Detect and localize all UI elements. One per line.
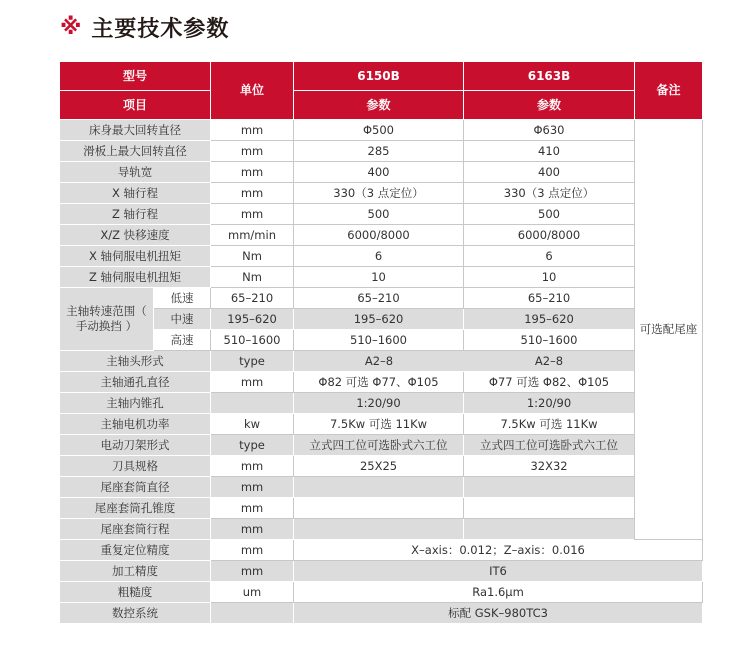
row-unit xyxy=(211,603,294,624)
row-unit: type xyxy=(211,435,294,456)
row-value-a: 285 xyxy=(294,141,464,162)
row-item: 导轨宽 xyxy=(60,162,211,183)
table-row xyxy=(60,456,703,477)
row-item: 床身最大回转直径 xyxy=(60,120,211,141)
header-row-item xyxy=(60,91,703,120)
table-row xyxy=(60,225,703,246)
row-value-a: Φ82 可选 Φ77、Φ105 xyxy=(294,372,464,393)
table-row-spindle-low xyxy=(60,288,703,309)
table-row xyxy=(60,204,703,225)
table-row xyxy=(60,414,703,435)
row-item: Z 轴行程 xyxy=(60,204,211,225)
row-value-b: 330（3 点定位） xyxy=(464,183,635,204)
table-row xyxy=(60,561,703,582)
row-value-b: 6000/8000 xyxy=(464,225,635,246)
header-row-model xyxy=(60,62,703,91)
row-unit: mm xyxy=(211,561,294,582)
table-row xyxy=(60,372,703,393)
row-value-b: 32X32 xyxy=(464,456,635,477)
table-row xyxy=(60,141,703,162)
row-value-a: 195–620 xyxy=(294,309,464,330)
row-value-b: 立式四工位可选卧式六工位 xyxy=(464,435,635,456)
row-value-a xyxy=(294,498,464,519)
row-value-b: 410 xyxy=(464,141,635,162)
table-row xyxy=(60,435,703,456)
row-unit: mm xyxy=(211,204,294,225)
row-value-merged: Ra1.6μm xyxy=(294,582,703,603)
row-value-a: 400 xyxy=(294,162,464,183)
header-unit-label: 单位 xyxy=(211,62,294,120)
row-value-b xyxy=(464,519,635,540)
row-unit: mm xyxy=(211,183,294,204)
row-item: X 轴行程 xyxy=(60,183,211,204)
reference-mark-icon: ※ xyxy=(60,14,82,40)
row-value-a: Φ500 xyxy=(294,120,464,141)
table-row-spindle-high xyxy=(60,330,703,351)
row-unit: mm xyxy=(211,477,294,498)
row-value-a: A2–8 xyxy=(364,353,394,368)
row-item: Z 轴伺服电机扭矩 xyxy=(60,267,211,288)
row-item: 尾座套筒直径 xyxy=(60,477,211,498)
row-unit: mm xyxy=(211,519,294,540)
row-value-a: 65–210 xyxy=(294,288,464,309)
row-item: 数控系统 xyxy=(60,603,211,624)
table-row xyxy=(60,162,703,183)
row-unit: Nm xyxy=(211,267,294,288)
spindle-speed-group-label: 主轴转速范围（ 手动换挡 ） xyxy=(60,288,154,351)
row-unit: kw xyxy=(211,414,294,435)
row-unit: mm/min xyxy=(211,225,294,246)
row-value-b: 400 xyxy=(464,162,635,183)
row-item: 刀具规格 xyxy=(60,456,211,477)
header-param-b: 参数 xyxy=(464,91,635,120)
row-value-a: 25X25 xyxy=(294,456,464,477)
page-title: 主要技术参数 xyxy=(91,16,230,42)
row-value-a: 10 xyxy=(294,267,464,288)
row-item: 尾座套筒行程 xyxy=(60,519,211,540)
row-value-b xyxy=(464,477,635,498)
row-unit: Nm xyxy=(211,246,294,267)
row-value-b: A2–8 xyxy=(534,353,564,368)
table-row xyxy=(60,351,703,372)
row-item: 主轴内锥孔 xyxy=(60,393,211,414)
row-value-a: 510–1600 xyxy=(294,330,464,351)
table-row xyxy=(60,498,703,519)
spec-table xyxy=(59,61,703,624)
split-cell xyxy=(294,352,634,370)
row-item: 尾座套筒孔锥度 xyxy=(60,498,211,519)
row-unit xyxy=(211,393,294,414)
row-item: 加工精度 xyxy=(60,561,211,582)
row-value-a: 6000/8000 xyxy=(294,225,464,246)
table-row-spindle-mid xyxy=(60,309,703,330)
table-row xyxy=(60,540,703,561)
table-row xyxy=(60,477,703,498)
row-item: 滑板上最大回转直径 xyxy=(60,141,211,162)
row-value-merged: 标配 GSK–980TC3 xyxy=(294,603,703,624)
row-item: 主轴通孔直径 xyxy=(60,372,211,393)
row-unit: mm xyxy=(211,120,294,141)
row-value-merged: X–axis：0.012；Z–axis：0.016 xyxy=(294,540,703,561)
row-unit: um xyxy=(211,582,294,603)
row-value-b: 6 xyxy=(464,246,635,267)
note-cell: 可选配尾座 xyxy=(635,120,703,540)
row-value-b: 500 xyxy=(464,204,635,225)
row-value-a: 1:20/90 xyxy=(294,393,464,414)
table-row xyxy=(60,393,703,414)
row-value-a: 330（3 点定位） xyxy=(294,183,464,204)
header-model-label: 型号 xyxy=(60,62,211,91)
row-item: X/Z 快移速度 xyxy=(60,225,211,246)
row-value-b: 65–210 xyxy=(464,288,635,309)
row-unit: 195–620 xyxy=(211,309,294,330)
row-value-a xyxy=(294,477,464,498)
row-value-b: 10 xyxy=(464,267,635,288)
row-unit: mm xyxy=(211,162,294,183)
row-unit: mm xyxy=(211,456,294,477)
row-value-b: 195–620 xyxy=(464,309,635,330)
row-value-b: Φ77 可选 Φ82、Φ105 xyxy=(464,372,635,393)
row-value-b: 7.5Kw 可选 11Kw xyxy=(464,414,635,435)
spindle-sub-label: 高速 xyxy=(154,330,211,351)
row-value-a xyxy=(294,519,464,540)
row-unit: mm xyxy=(211,498,294,519)
row-item: X 轴伺服电机扭矩 xyxy=(60,246,211,267)
row-value-b: 510–1600 xyxy=(464,330,635,351)
header-note-label: 备注 xyxy=(635,62,703,120)
row-item: 电动刀架形式 xyxy=(60,435,211,456)
row-unit: mm xyxy=(211,372,294,393)
row-item: 重复定位精度 xyxy=(60,540,211,561)
row-unit: 65–210 xyxy=(211,288,294,309)
header-item-label: 项目 xyxy=(60,91,211,120)
header-model-b: 6163B xyxy=(464,62,635,91)
table-row xyxy=(60,267,703,288)
row-value-a: 立式四工位可选卧式六工位 xyxy=(294,435,464,456)
row-item: 粗糙度 xyxy=(60,582,211,603)
row-value-b: 1:20/90 xyxy=(464,393,635,414)
spindle-sub-label: 低速 xyxy=(154,288,211,309)
header-param-a: 参数 xyxy=(294,91,464,120)
row-item: 主轴头形式 xyxy=(60,351,211,372)
row-unit: mm xyxy=(211,141,294,162)
table-row xyxy=(60,183,703,204)
row-value-b: Φ630 xyxy=(464,120,635,141)
spindle-sub-label: 中速 xyxy=(154,309,211,330)
row-unit: type xyxy=(211,351,294,372)
row-value-a: 7.5Kw 可选 11Kw xyxy=(294,414,464,435)
row-value-b xyxy=(464,498,635,519)
page-heading xyxy=(60,10,229,44)
table-row xyxy=(60,603,703,624)
row-value-ab xyxy=(294,351,635,372)
row-item: 主轴电机功率 xyxy=(60,414,211,435)
table-row xyxy=(60,519,703,540)
table-row xyxy=(60,120,703,141)
header-model-a: 6150B xyxy=(294,62,464,91)
table-row xyxy=(60,246,703,267)
row-unit: mm xyxy=(211,540,294,561)
table-row xyxy=(60,582,703,603)
row-value-a: 500 xyxy=(294,204,464,225)
row-value-merged: IT6 xyxy=(294,561,703,582)
row-unit: 510–1600 xyxy=(211,330,294,351)
row-value-a: 6 xyxy=(294,246,464,267)
